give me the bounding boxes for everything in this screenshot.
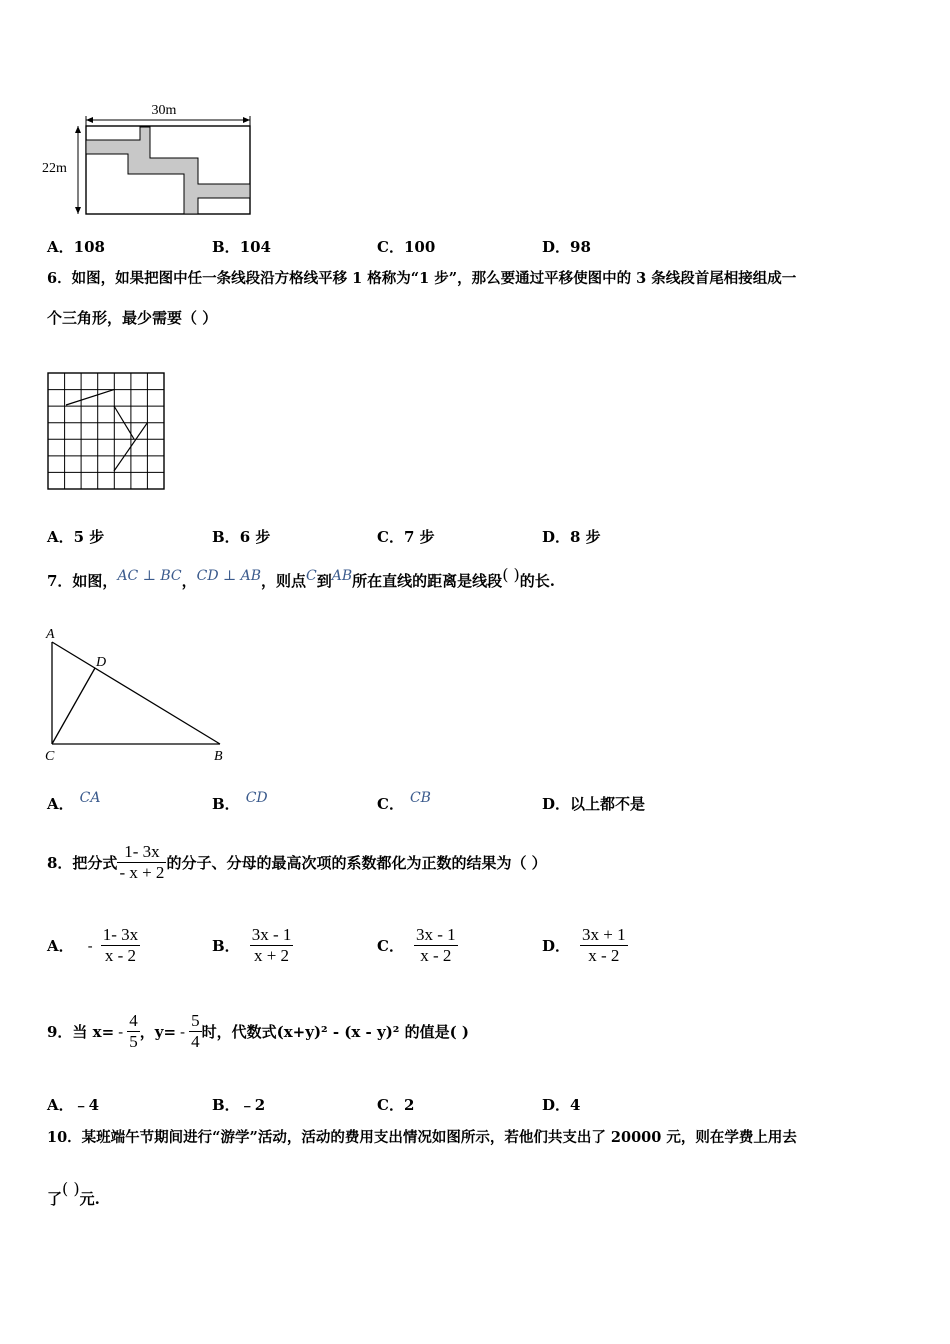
q8-option-b[interactable] [212,925,293,966]
q9-option-b[interactable] [212,1094,265,1115]
option-letter: D． [542,528,571,546]
q7-option-c[interactable] [377,790,431,814]
option-denominator: x + 2 [253,946,290,965]
option-letter: D． [542,238,571,256]
q9-suffix: 时，代数式(x+y)² - (x - y)² 的值是( ) [201,1023,470,1041]
q9-x-denominator: 5 [129,1032,138,1051]
q7-option-d[interactable] [542,793,645,814]
option-sign: - [87,936,93,955]
q7-answer-blank[interactable]: ( ) [502,565,520,584]
q10-stem-line2 [47,1179,100,1210]
q8-stem [47,842,547,883]
q5-height-label: 22m [42,161,67,176]
option-numerator: 3x - 1 [251,925,292,944]
option-letter: C． [377,528,404,546]
q7-text-3: 所在直线的距离是线段 [352,572,503,590]
option-text: 7 步 [403,528,435,546]
q10-answer-blank[interactable]: ( ) [62,1179,80,1198]
option-letter: B． [212,1096,240,1114]
option-text: 以上都不是 [570,795,646,813]
q10-suffix: 元. [79,1190,100,1208]
q7-side-ab [52,642,220,744]
q5-option-a[interactable] [47,236,105,257]
q6-option-b[interactable] [212,526,270,547]
option-letter: C． [377,1096,404,1114]
q9-option-c[interactable] [377,1094,414,1115]
option-text: 4 [570,1096,581,1114]
option-letter: D． [542,1096,571,1114]
option-letter: A． [47,937,74,955]
option-letter: C． [377,238,404,256]
q7-suffix: 的长. [519,572,555,590]
q5-option-d[interactable] [542,236,591,257]
q9-x-sign: - [118,1022,124,1041]
q8-fraction [117,842,166,883]
option-text: 104 [239,238,271,256]
q8-option-d[interactable] [542,925,628,966]
q7-text-2: 到 [316,572,332,590]
option-letter: B． [212,937,240,955]
q5-option-c[interactable] [377,236,435,257]
q9-y-denominator: 4 [191,1032,200,1051]
option-denominator: x - 2 [104,946,137,965]
q5-option-b[interactable] [212,236,271,257]
option-text: CB [409,790,431,806]
option-numerator: 3x + 1 [582,925,626,944]
option-text: ﹣4 [73,1096,100,1114]
option-letter: B． [212,238,240,256]
q6-stem-line2: 个三角形，最少需要（ ） [47,309,218,327]
option-text: 8 步 [570,528,601,546]
q9-option-d[interactable] [542,1094,580,1115]
q8-fraction-numerator: 1- 3x [117,842,166,863]
q7-separator: ， [181,572,197,590]
q7-triangle-figure [40,624,236,764]
q6-option-a[interactable] [47,526,104,547]
option-text: CD [245,790,268,806]
q8-prefix: 8．把分式 [47,854,118,872]
option-text: 108 [73,238,105,256]
option-letter: A． [47,1096,74,1114]
option-text: 98 [570,238,591,256]
q9-mid: ，y= [139,1023,177,1041]
option-letter: C． [377,937,404,955]
q8-option-a[interactable] [47,925,140,966]
option-letter: D． [542,795,571,813]
q8-suffix: 的分子、分母的最高次项的系数都化为正数的结果为（ ） [166,854,547,872]
q9-stem [47,1011,469,1052]
q7-option-b[interactable] [212,790,268,814]
option-text: CA [79,790,101,806]
q10-prefix: 了 [47,1190,63,1208]
option-denominator: x - 2 [588,946,620,965]
q7-label-a: A [46,627,55,642]
option-letter: A． [47,795,74,813]
option-text: 6 步 [239,528,271,546]
q6-segment-1 [66,390,114,405]
q9-y-sign: - [180,1022,186,1041]
q7-label-d: D [96,655,107,670]
q5-width-label: 30m [151,103,177,118]
option-letter: D． [542,937,571,955]
q8-fraction-denominator: - x + 2 [119,863,165,882]
q7-condition-1: AC ⊥ BC [117,568,182,584]
option-letter: C． [377,795,404,813]
q10-stem-line1: 10．某班端午节期间进行“游学”活动，活动的费用支出情况如图所示，若他们共支出了 20000 元，则在学费上用去 [47,1129,797,1146]
q7-condition-2: CD ⊥ AB [196,568,262,584]
q9-y-numerator: 5 [191,1011,200,1030]
q9-option-a[interactable] [47,1094,99,1115]
option-numerator: 1- 3x [102,925,139,944]
q7-line-ab: AB [331,568,353,584]
q7-option-a[interactable] [47,790,101,814]
option-text: 2 [403,1096,415,1114]
option-denominator: x - 2 [420,946,452,965]
q7-stem [47,565,555,593]
q7-label-b: B [214,749,223,764]
q9-x-numerator: 4 [129,1011,138,1030]
q9-prefix: 9．当 x= [47,1023,115,1041]
option-text: 100 [403,238,436,256]
q7-label-c: C [45,749,55,764]
option-text: ﹣2 [239,1096,266,1114]
q5-figure [40,96,270,220]
q7-point-c: C [306,568,317,584]
q6-option-c[interactable] [377,526,435,547]
option-numerator: 3x - 1 [415,925,456,944]
q6-stem-line1: 6．如图，如果把图中任一条线段沿方格线平移 1 格称为“1 步”，那么要通过平移使图中的 3 条线段首尾相接组成一 [47,270,797,287]
q6-grid-figure [46,371,168,491]
q6-option-d[interactable] [542,526,601,547]
q7-text-1: ，则点 [261,572,307,590]
option-letter: A． [47,528,74,546]
option-letter: B． [212,795,240,813]
option-letter: B． [212,528,240,546]
option-text: 5 步 [73,528,105,546]
option-letter: A． [47,238,74,256]
q8-option-c[interactable] [377,925,458,966]
q7-prefix: 7．如图， [47,572,118,590]
q5-road [86,127,250,214]
q7-segment-cd [52,668,95,744]
